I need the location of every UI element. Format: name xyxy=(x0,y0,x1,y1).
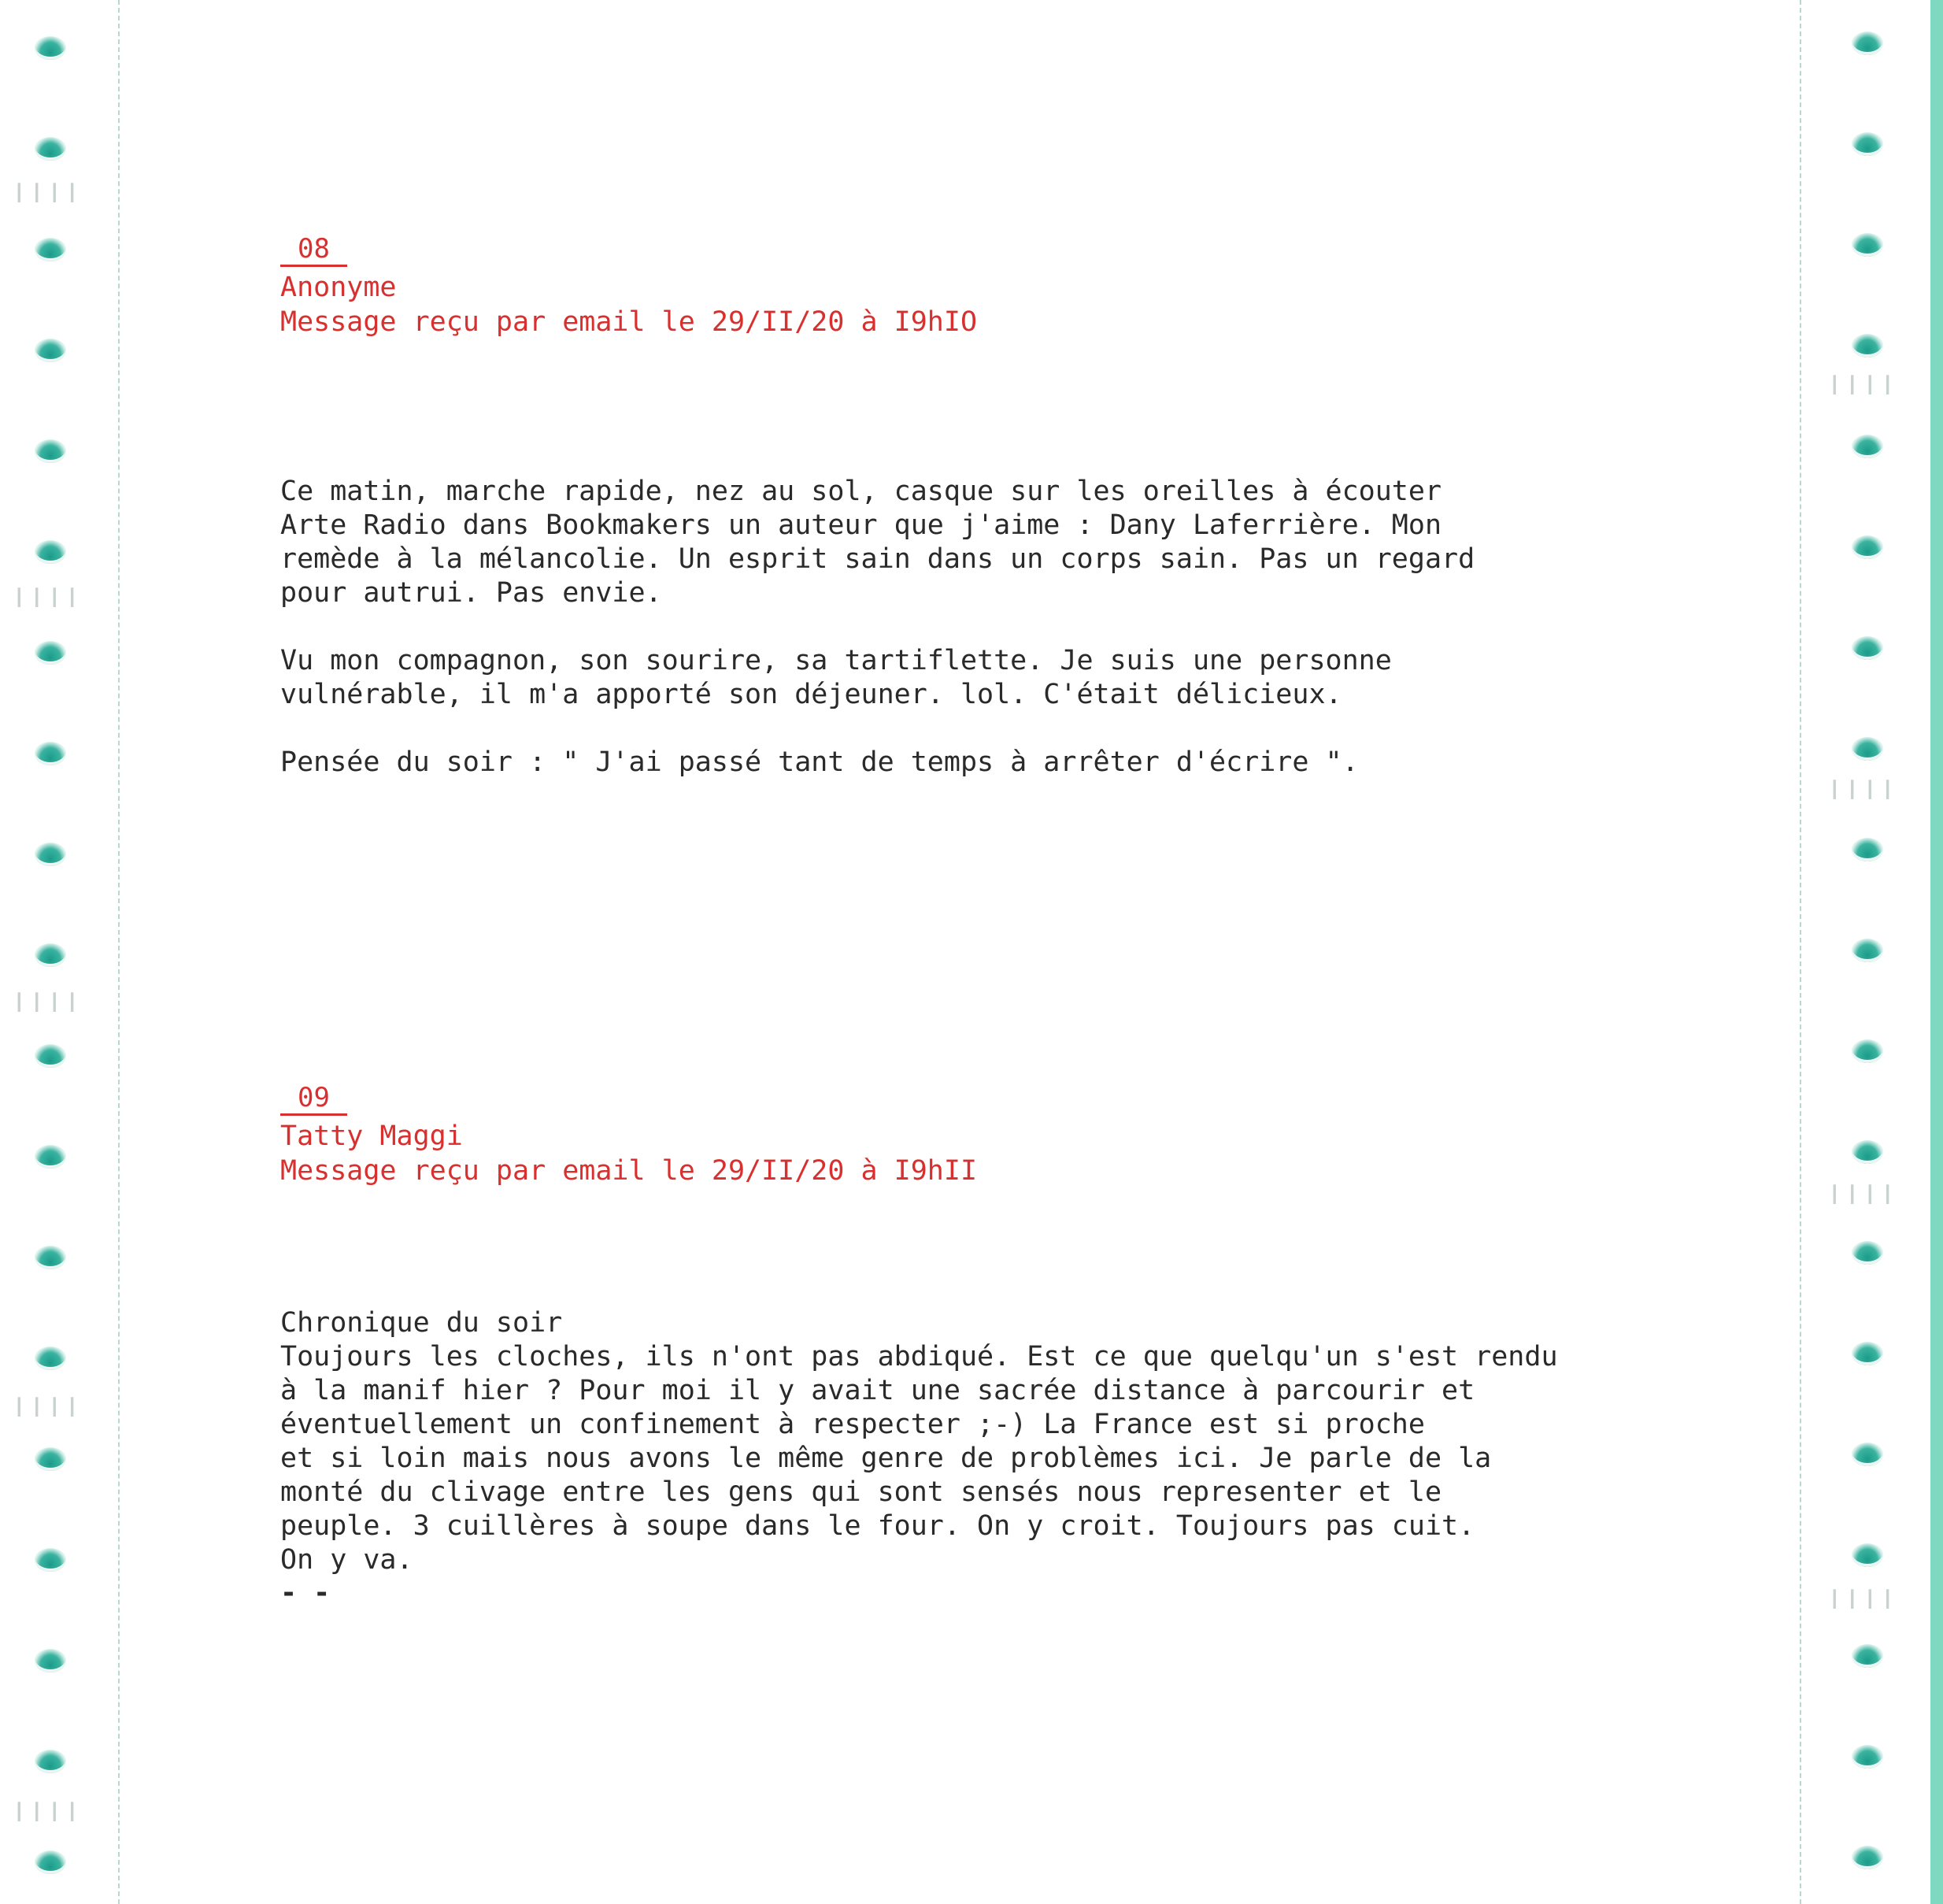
perforation-tear: ǀǀǀǀ xyxy=(11,178,82,209)
entry-number: 09 xyxy=(280,1082,347,1116)
entry-paragraph: Chronique du soir Toujours les cloches, ils n'ont pas abdiqué. Est ce que quelqu'un s'est rendu à la manif hier ? Pour moi il y avait une sacrée distance à parcourir et éventuellement un confinement à respecter ;-) La France est si proche et si loin mais nous avons le même genre de problèmes ici. Je parle de la monté du clivage entre les gens qui sont sensés nous representer et le peuple. 3 cuillères à soupe dans le four. On y croit. Toujours pas cuit. On y va. xyxy=(280,1307,1558,1576)
perforation-tear: ǀǀǀǀ xyxy=(1826,775,1897,806)
entry-08 xyxy=(280,233,1619,780)
entry-author: Anonyme xyxy=(280,272,397,303)
perforation-tear: ǀǀǀǀ xyxy=(1826,370,1897,402)
perforation-tear: ǀǀǀǀ xyxy=(11,1797,82,1828)
closing-dashes: - - xyxy=(280,1577,331,1609)
perforation-tear: ǀǀǀǀ xyxy=(11,987,82,1019)
entry-number: 08 xyxy=(280,233,347,267)
entry-received-meta: Message reçu par email le 29/II/20 à I9hII xyxy=(280,1155,978,1187)
perforation-tear: ǀǀǀǀ xyxy=(1826,1180,1897,1211)
perforation-tear: ǀǀǀǀ xyxy=(11,1392,82,1424)
entry-paragraph: Pensée du soir : " J'ai passé tant de temps à arrêter d'écrire ". xyxy=(280,746,1359,778)
entry-received-meta: Message reçu par email le 29/II/20 à I9hIO xyxy=(280,306,978,338)
entry-author: Tatty Maggi xyxy=(280,1121,463,1152)
entry-09 xyxy=(280,1082,1619,1609)
perforation-tear: ǀǀǀǀ xyxy=(1826,1584,1897,1616)
perforation-tear: ǀǀǀǀ xyxy=(11,583,82,614)
entry-paragraph: Vu mon compagnon, son sourire, sa tartiflette. Je suis une personne vulnérable, il m'a apporté son déjeuner. lol. C'était délicieux. xyxy=(280,645,1392,710)
entry-paragraph: Ce matin, marche rapide, nez au sol, casque sur les oreilles à écouter Arte Radio dans Bookmakers un auteur que j'aime : Dany Laferrière. Mon remède à la mélancolie. Un esprit sain dans un corps sain. Pas un regard pour autrui. Pas envie. xyxy=(280,476,1475,609)
